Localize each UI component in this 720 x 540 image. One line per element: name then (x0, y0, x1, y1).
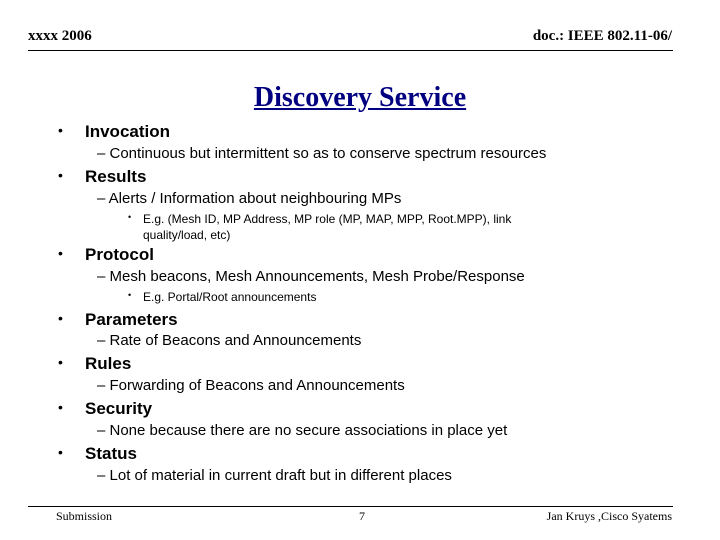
bullet-label-rules: Rules (85, 354, 132, 373)
header-divider (28, 50, 673, 51)
bullet-label-parameters: Parameters (85, 310, 178, 329)
sub-item-text: – Mesh beacons, Mesh Announcements, Mesh Probe/Response (97, 268, 525, 285)
header-doc-id: doc.: IEEE 802.11-06/ (532, 28, 672, 44)
bullet-icon: • (58, 310, 63, 326)
footer-divider (28, 506, 673, 507)
sub-item-text: – Lot of material in current draft but in different places (97, 467, 452, 484)
bullet-label-results: Results (85, 167, 147, 186)
slide-title: Discovery Service (253, 82, 467, 113)
sub-item-text: – Continuous but intermittent so as to conserve spectrum resources (97, 145, 547, 162)
sub-item-text: – None because there are no secure associations in place yet (97, 422, 508, 439)
bullet-icon: • (58, 444, 63, 460)
bullet-icon: • (58, 399, 63, 415)
header-date: xxxx 2006 (28, 28, 92, 44)
footer-submission: Submission (56, 509, 113, 523)
small-bullet-icon: • (128, 212, 132, 222)
footer-author: Jan Kruys ,Cisco Syatems (546, 509, 672, 523)
bullet-label-protocol: Protocol (85, 245, 154, 264)
detail-item-line-2: quality/load, etc) (143, 228, 231, 242)
sub-item-text: – Alerts / Information about neighbouring MPs (97, 190, 402, 207)
sub-item-text: – Rate of Beacons and Announcements (97, 332, 362, 349)
bullet-label-invocation: Invocation (85, 122, 171, 141)
bullet-icon: • (58, 245, 63, 261)
bullet-icon: • (58, 354, 63, 370)
small-bullet-icon: • (128, 290, 132, 300)
detail-item-line-1: E.g. (Mesh ID, MP Address, MP role (MP, MAP, MPP, Root.MPP), link (143, 212, 512, 226)
sub-item-text: – Forwarding of Beacons and Announcements (97, 377, 405, 394)
bullet-icon: • (58, 122, 63, 138)
detail-item-line-1: E.g. Portal/Root announcements (143, 290, 317, 304)
bullet-label-status: Status (85, 444, 137, 463)
bullet-icon: • (58, 167, 63, 183)
footer-page-number: 7 (359, 509, 365, 523)
bullet-label-security: Security (85, 399, 153, 418)
